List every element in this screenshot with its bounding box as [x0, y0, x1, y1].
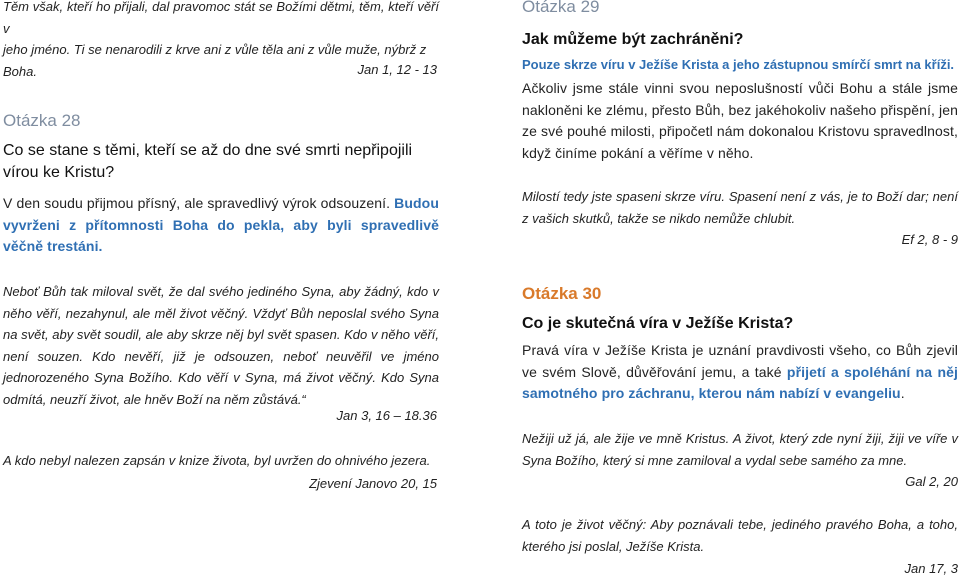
question-30-answer-end: . [900, 385, 905, 401]
question-28-answer [3, 193, 439, 258]
question-29-label: Otázka 29 [522, 0, 600, 16]
john3-reference: Jan 3, 16 – 18.36 [336, 408, 437, 423]
intro-line-1: Těm však, kteří ho přijali, dal pravomoc stát se Božími dětmi, těm, kteří věří v [3, 0, 439, 36]
intro-line-3: Boha. [3, 63, 37, 79]
question-29-answer-emphasis: Pouze skrze víru v Ježíše Krista a jeho zástupnou smírčí smrt na kříži. [522, 57, 955, 72]
revelation-quote: A kdo nebyl nalezen zapsán v knize života, byl uvržen do ohnivého jezera. [3, 453, 431, 468]
question-30-text: Co je skutečná víra v Ježíše Krista? [522, 315, 794, 332]
ephesians-quote: Milostí tedy jste spaseni skrze víru. Spasení není z vás, je to Boží dar; není z vašich skutků, takže se nikdo nemůže chlubit. [522, 189, 958, 226]
question-28-answer-emphasis: Budou vyvrženi z přítomnosti Boha do pekla, aby byli spravedlivě věčně trestáni. [3, 195, 439, 254]
galatians-reference: Gal 2, 20 [905, 474, 958, 489]
question-28-text: Co se stane s těmi, kteří se až do dne své smrti nepřipojili vírou ke Kristu? [3, 142, 413, 181]
revelation-reference: Zjevení Janovo 20, 15 [309, 476, 437, 491]
john17-reference: Jan 17, 3 [904, 561, 958, 576]
question-30-answer-plain: Pravá víra v Ježíše Krista je uznání pravdivosti všeho, co Bůh zjevil ve svém Slově, důvěřování jemu, a také [522, 342, 958, 380]
question-28-answer-plain: V den soudu přijmou přísný, ale spravedlivý výrok odsouzení. [3, 195, 391, 211]
question-30-answer-emphasis: přijetí a spoléhání na něj samotného pro záchranu, kterou nám nabízí v evangeliu [522, 363, 958, 401]
question-30-answer [522, 340, 958, 405]
question-30-label: Otázka 30 [522, 284, 602, 303]
ephesians-reference: Ef 2, 8 - 9 [901, 232, 958, 247]
question-28-label: Otázka 28 [3, 111, 81, 130]
galatians-quote: Nežiji už já, ale žije ve mně Kristus. A život, který zde nyní žiji, žiji ve víře v Syna Božího, který si mne zamiloval a vydal sebe samého za mne. [522, 431, 958, 468]
john3-quote: Neboť Bůh tak miloval svět, že dal svého jediného Syna, aby žádný, kdo v něho věří, nezahynul, ale měl život věčný. Vždyť Bůh neposlal svého Syna na svět, aby svět soudil, ale aby skrze něj byl svět spasen. Kdo v něho věří, není souzen. Kdo nevěří, již je odsouzen, neboť neuvěřil ve jméno jednorozeného Syna Božího. Kdo věří v Syna, má život věčný. Kdo Syna odmítá, neuzří život, ale hněv Boží na něm zůstává.“ [3, 284, 439, 407]
question-29-text: Jak můžeme být zachráněni? [522, 31, 744, 48]
question-29-answer: Ačkoliv jsme stále vinni svou neposlušností vůči Bohu a stále jsme nakloněni ke zlému, přesto Bůh, bez jakéhokoliv našeho přispění, jen ze své pouhé milosti, připočetl nám dokonalou Kristovu spravedlnost, když činíme pokání a věříme v něho. [522, 80, 958, 161]
intro-reference: Jan 1, 12 - 13 [357, 62, 437, 77]
intro-line-2: jeho jméno. Ti se nenarodili z krve ani z vůle těla ani z vůle muže, nýbrž z [3, 42, 427, 57]
john17-quote: A toto je život věčný: Aby poznávali tebe, jediného pravého Boha, a toho, kterého jsi poslal, Ježíše Krista. [522, 517, 958, 554]
